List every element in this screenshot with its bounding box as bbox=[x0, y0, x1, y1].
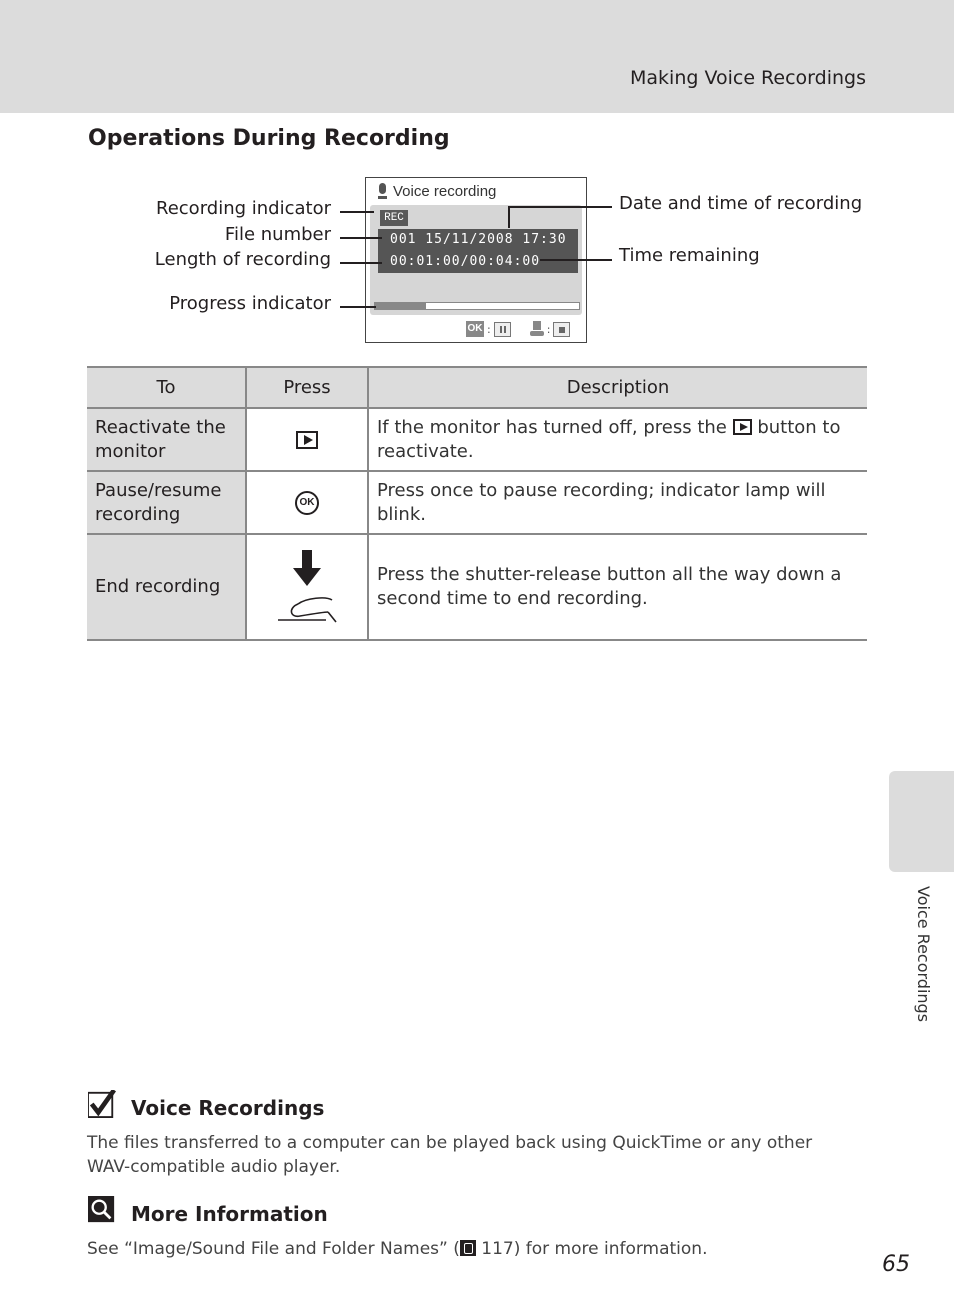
desc-text: button to reactivate. bbox=[377, 416, 841, 462]
side-tab bbox=[889, 771, 954, 872]
leader-line bbox=[340, 237, 382, 239]
leader-line bbox=[508, 206, 510, 228]
note-text-part: See “Image/Sound File and Folder Names” ( bbox=[87, 1239, 460, 1259]
table-header-row bbox=[87, 367, 867, 408]
progress-bar-fill bbox=[375, 303, 426, 309]
callout-time-remaining: Time remaining bbox=[619, 245, 760, 266]
screen-title: Voice recording bbox=[393, 183, 497, 200]
header-section-title: Making Voice Recordings bbox=[630, 67, 866, 89]
table-row bbox=[87, 408, 867, 471]
row-action: Pause/resume recording bbox=[87, 471, 246, 534]
ok-button-icon: OK bbox=[295, 491, 319, 515]
leader-line bbox=[340, 306, 376, 308]
row-description bbox=[368, 408, 867, 471]
desc-text: If the monitor has turned off, press the bbox=[377, 416, 727, 438]
note-text-part: 117) for more information. bbox=[475, 1239, 708, 1259]
row-description: Press once to pause recording; indicator lamp will blink. bbox=[368, 471, 867, 534]
note-text-voice-recordings: The files transferred to a computer can be played back using QuickTime or any other WAV-compatible audio player. bbox=[87, 1133, 813, 1177]
page-title: Operations During Recording bbox=[88, 126, 450, 151]
note-title-voice-recordings: Voice Recordings bbox=[131, 1096, 325, 1120]
page-reference-icon bbox=[460, 1240, 476, 1256]
column-header-press: Press bbox=[246, 367, 368, 408]
table-row bbox=[87, 534, 867, 640]
checkmark-note-icon bbox=[88, 1090, 116, 1118]
note-text-more-information bbox=[87, 1237, 827, 1261]
stop-icon bbox=[553, 322, 570, 337]
more-information-icon bbox=[88, 1196, 116, 1224]
shutter-release-press-icon bbox=[276, 550, 338, 624]
note-title-more-information: More Information bbox=[131, 1202, 328, 1226]
leader-line bbox=[340, 211, 374, 213]
hint-separator: : bbox=[546, 322, 551, 336]
ok-button-hint-icon: OK bbox=[466, 321, 484, 337]
callout-date-time: Date and time of recording bbox=[619, 193, 863, 214]
microphone-icon bbox=[378, 183, 387, 200]
button-hints bbox=[466, 321, 570, 337]
column-header-to: To bbox=[87, 367, 246, 408]
file-number-date-row: 001 15/11/2008 17:30 bbox=[378, 229, 578, 251]
side-tab-label: Voice Recordings bbox=[914, 886, 933, 1023]
page-number: 65 bbox=[882, 1252, 910, 1277]
row-description: Press the shutter-release button all the way down a second time to end recording. bbox=[368, 534, 867, 640]
progress-bar bbox=[374, 302, 580, 310]
row-press bbox=[246, 471, 368, 534]
row-action: Reactivate the monitor bbox=[87, 408, 246, 471]
callout-file-number: File number bbox=[224, 224, 331, 245]
row-press bbox=[246, 534, 368, 640]
callout-recording-indicator: Recording indicator bbox=[156, 198, 331, 219]
operations-table bbox=[87, 366, 867, 641]
playback-button-icon bbox=[296, 431, 318, 449]
column-header-description: Description bbox=[368, 367, 867, 408]
row-press bbox=[246, 408, 368, 471]
rec-indicator-badge: REC bbox=[380, 210, 408, 226]
leader-line bbox=[340, 262, 382, 264]
playback-button-icon bbox=[733, 419, 752, 435]
callout-progress-indicator: Progress indicator bbox=[169, 293, 331, 314]
header-band bbox=[0, 0, 954, 113]
hint-separator: : bbox=[487, 322, 491, 336]
screen-header bbox=[378, 183, 496, 200]
callout-length-of-recording: Length of recording bbox=[154, 249, 331, 270]
pause-icon bbox=[494, 322, 511, 337]
shutter-button-hint-icon bbox=[530, 321, 544, 337]
table-row bbox=[87, 471, 867, 534]
length-time-remaining-row: 00:01:00/00:04:00 bbox=[378, 251, 578, 273]
leader-line bbox=[508, 206, 612, 208]
row-action: End recording bbox=[87, 534, 246, 640]
leader-line bbox=[540, 259, 612, 261]
